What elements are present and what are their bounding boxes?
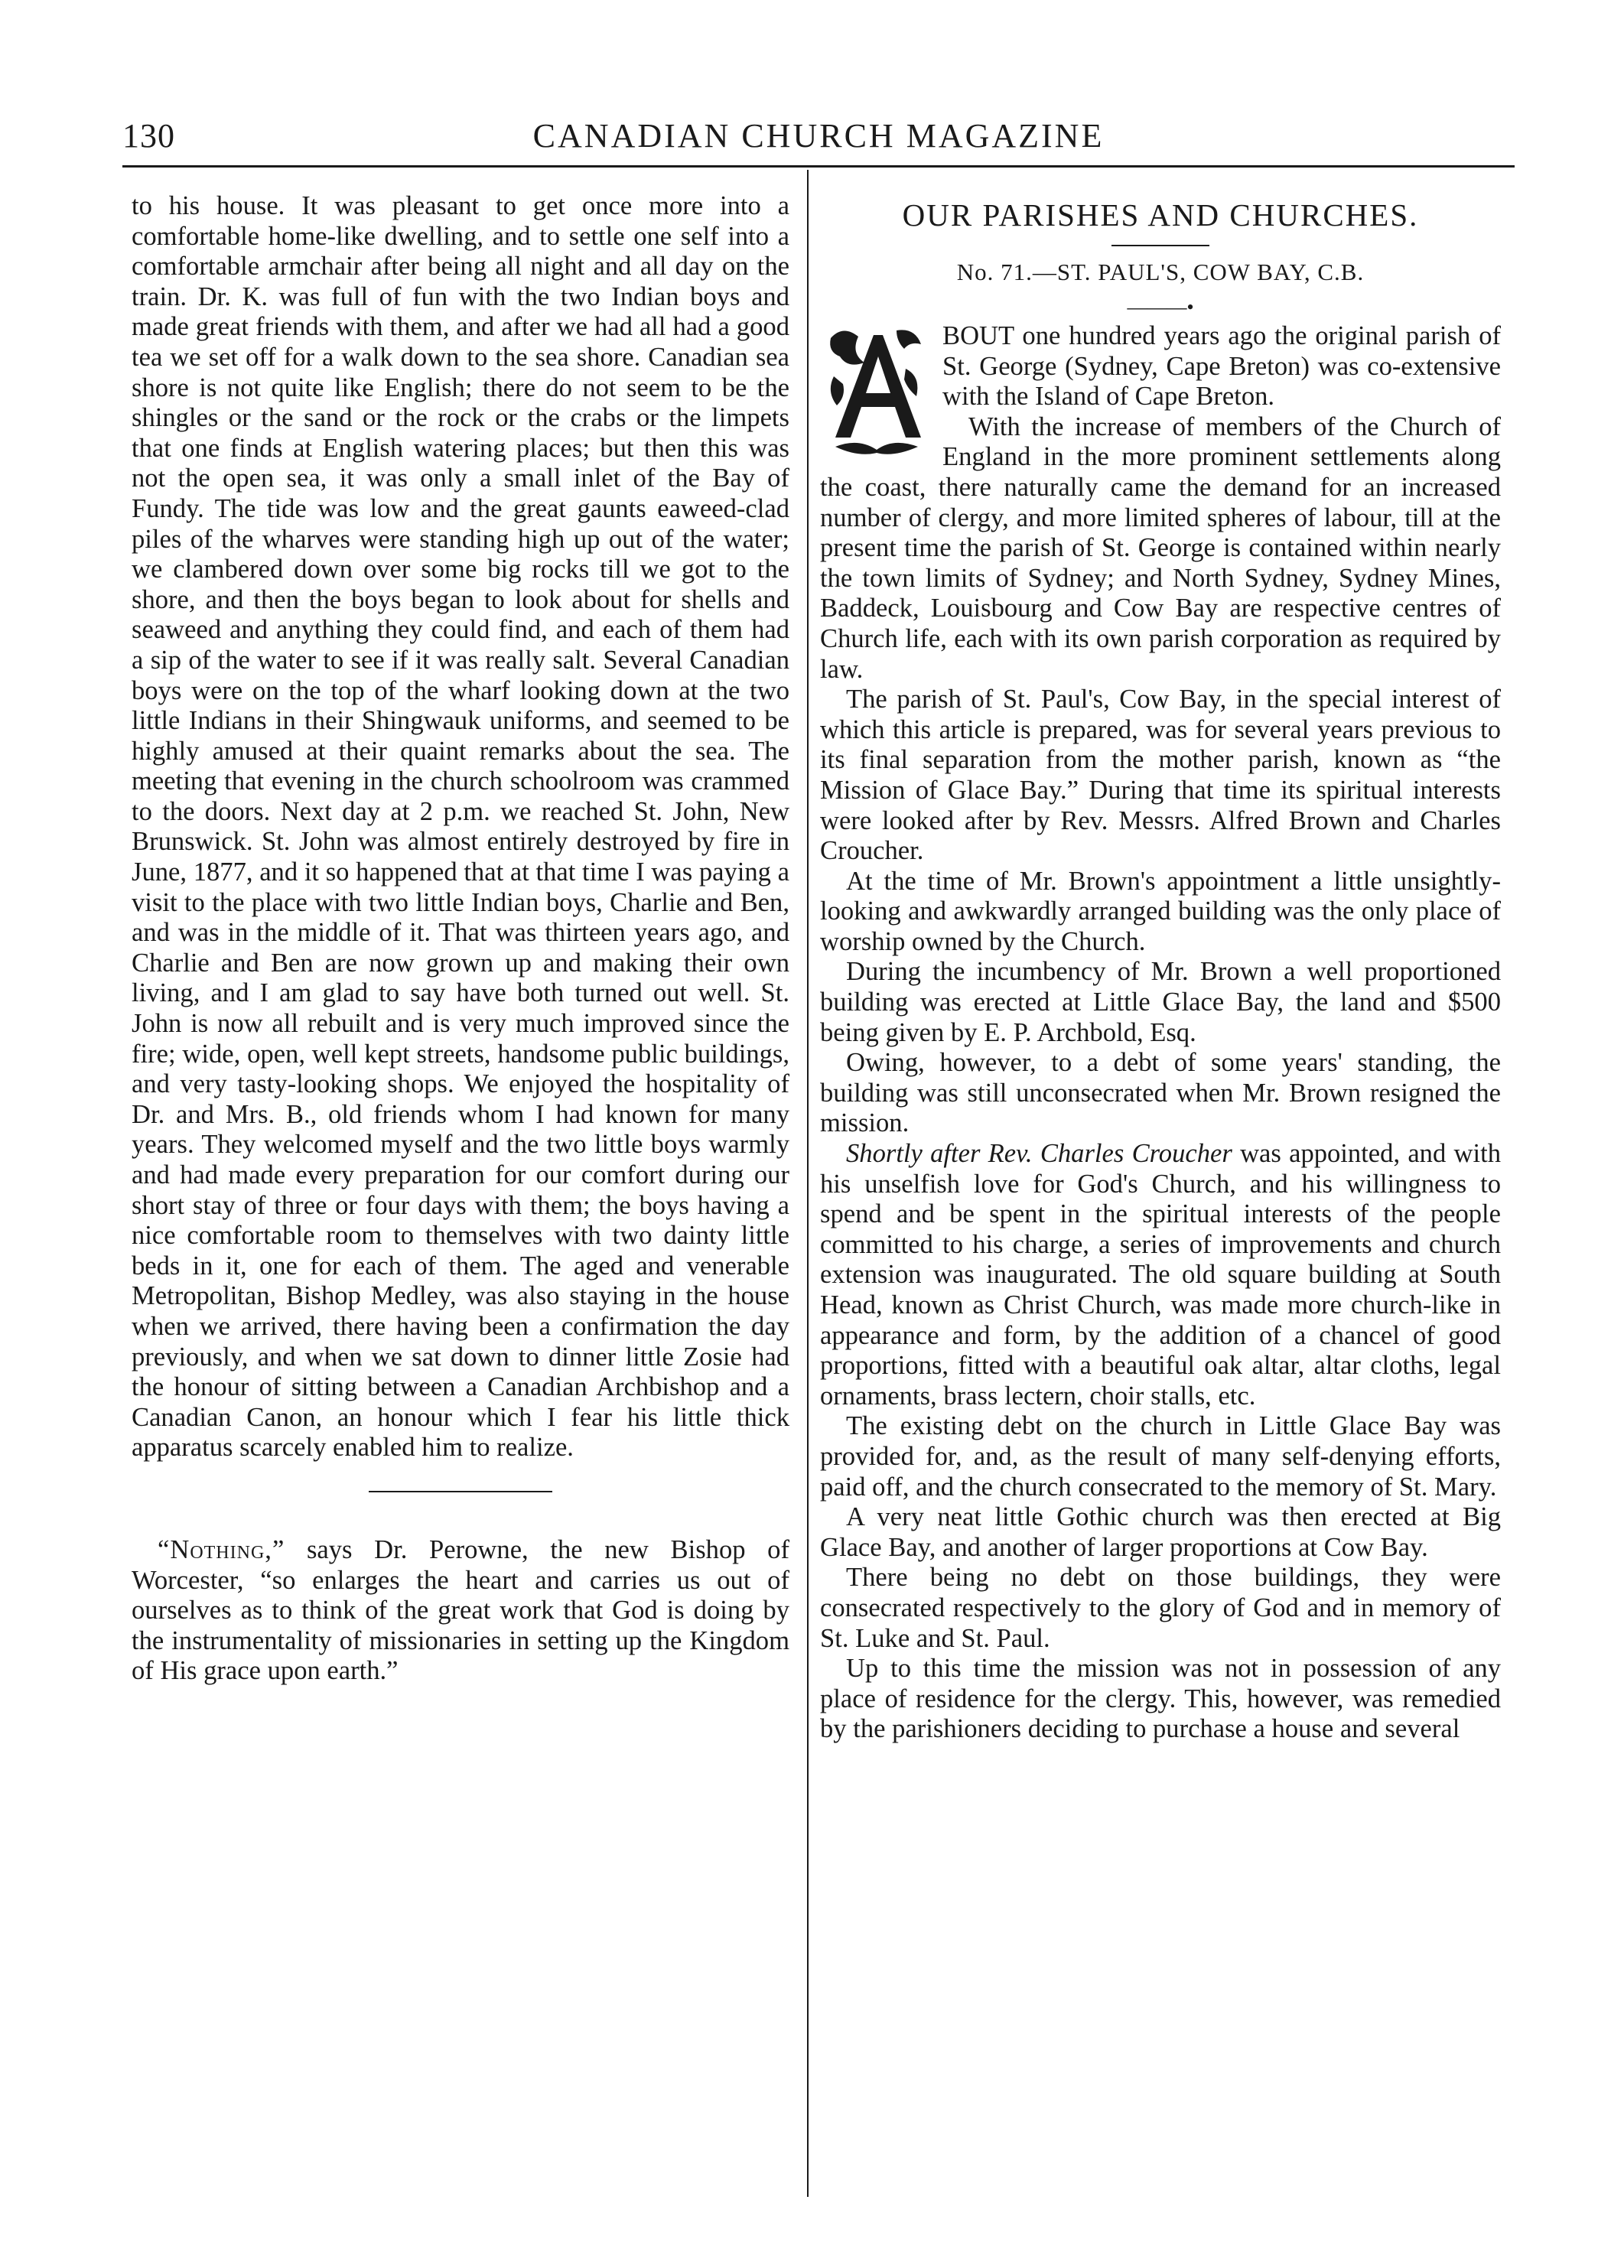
article-subtitle: No. 71.—ST. PAUL'S, COW BAY, C.B. [956,259,1365,285]
right-paragraph-8: The existing debt on the church in Little Glace Bay was provided for, and, as the result of many self-denying efforts, paid off, and the church consecrated to the memory of St. Mary. [820,1411,1501,1502]
italic-lead: Shortly after Rev. Charles Croucher [846,1139,1232,1169]
right-paragraph-2: With the increase of members of the Church of England in the more prominent settlements along the coast, there naturally came the demand for an increased number of clergy, and more limited spheres of labour, till at the present time the parish of St. George is contained within nearly the town limits of Sydney; and North Sydney, Sydney Mines, Baddeck, Louisbourg and Cow Bay are respective centres of Church life, each with its own parish corporation as required by law. [820,412,1501,684]
right-paragraph-11: Up to this time the mission was not in possession of any place of residence for the clergy. This, however, was remedied by the parishioners deciding to purchase a house and several [820,1654,1501,1744]
right-paragraph-7 [820,1139,1501,1411]
ornament-rule: ———• [1127,296,1194,318]
header-rule [122,165,1515,168]
running-title: CANADIAN CHURCH MAGAZINE [532,117,1105,155]
decorated-initial [820,323,932,459]
right-paragraph-10: There being no debt on those buildings, they were consecrated respectively to the glory of God and in memory of St. Luke and St. Paul. [820,1563,1501,1653]
page-header [122,116,1515,162]
section-rule [369,1491,552,1492]
right-paragraph-6: Owing, however, to a debt of some years' standing, the building was still unconsecrated when Mr. Brown resigned the mission. [820,1048,1501,1138]
article-opening [820,321,1501,685]
column-divider [807,170,809,2197]
quote-body: says Dr. Perowne, the new Bishop of Worcester, “so enlarges the heart and carries us out of ourselves as to think of the great work that God is doing by the instrumentality of missionaries in setting up the Kingdom of His grace upon earth.” [132,1534,789,1686]
quote-lead: “Nothing,” [158,1534,285,1564]
right-paragraph-4: At the time of Mr. Brown's appointment a little unsightly-looking and awkwardly arranged building was the only place of worship owned by the Church. [820,866,1501,956]
paragraph-7-body: was appointed, and with his unselfish love for God's Church, and his willingness to spend and be spent in the spiritual interests of the people committed to his charge, a series of improvements and church extension was inaugurated. The old square building at South Head, known as Christ Church, was made more church-like in appearance and form, by the addition of a chancel of good proportions, fitted with a beautiful oak altar, altar cloths, legal ornaments, brass lectern, choir stalls, etc. [820,1139,1501,1411]
right-paragraph-1: BOUT one hundred years ago the original parish of St. George (Sydney, Cape Breton) was co-extensive with the Island of Cape Breton. [942,321,1501,412]
right-paragraph-5: During the incumbency of Mr. Brown a well proportioned building was erected at Little Glace Bay, the land and $500 being given by E. P. Archbold, Esq. [820,957,1501,1047]
quote-paragraph [132,1535,789,1687]
right-paragraph-3: The parish of St. Paul's, Cow Bay, in the special interest of which this article is prepared, was for several years previous to its final separation from the mother parish, known as “the Mission of Glace Bay.” During that time its spiritual interests were looked after by Rev. Messrs. Alfred Brown and Charles Croucher. [820,685,1501,866]
page-number: 130 [122,117,175,155]
left-paragraph-1: to his house. It was pleasant to get once more into a comfortable home-like dwelling, and to settle one self into a comfortable armchair after being all night and all day on the train. Dr. K. was full of fun with the two Indian boys and made great friends with them, and after we had all had a good tea we set off for a walk down to the sea shore. Canadian sea shore is not quite like English; there do not seem to be the shingles or the sand or the rock or the crabs or the limpets that one finds at English watering places; but then this was not the open sea, it was only a small inlet of the Bay of Fundy. The tide was low and the great gaunts eaweed-clad piles of the wharves were standing high up out of the water; we clambered down over some big rocks till we got to the shore, and then the boys began to look about for shells and seaweed and anything they could find, and each of them had a sip of the water to see if it was really salt. Several Canadian boys were on the top of the wharf looking down at the two little Indians in their Shingwauk uniforms, and seemed to be highly amused at their quaint remarks about the sea. The meeting that evening in the church schoolroom was crammed to the doors. Next day at 2 p.m. we reached St. John, New Brunswick. St. John was almost entirely destroyed by fire in June, 1877, and it so happened that at that time I was paying a visit to the place with two little Indian boys, Charlie and Ben, and was in the middle of it. That was thirteen years ago, and Charlie and Ben are now grown up and making their own living, and I am glad to say have both turned out well. St. John is now all rebuilt and is very much improved since the fire; wide, open, well kept streets, handsome public buildings, and very tasty-looking shops. We enjoyed the hospitality of Dr. and Mrs. B., old friends whom I had known for many years. They welcomed myself and the two little boys warmly and had made every preparation for our comfort during our short stay of three or four days with them; the boys having a nice comfortable room to themselves with two dainty little beds in it, one for each of them. The aged and venerable Metropolitan, Bishop Medley, was also staying in the house when we arrived, there having been a confirmation the day previously, and when we sat down to dinner little Zosie had the honour of sitting between a Canadian Archbishop and a Canadian Canon, an honour which I fear his little thick apparatus scarcely enabled him to realize. [132,191,789,1463]
title-rule [1111,245,1209,246]
left-column [132,191,789,1687]
right-paragraph-9: A very neat little Gothic church was then erected at Big Glace Bay, and another of larger proportions at Cow Bay. [820,1502,1501,1562]
decorated-initial-icon [820,323,932,459]
article-title: OUR PARISHES AND CHURCHES. [902,197,1419,233]
right-column [820,191,1501,1745]
